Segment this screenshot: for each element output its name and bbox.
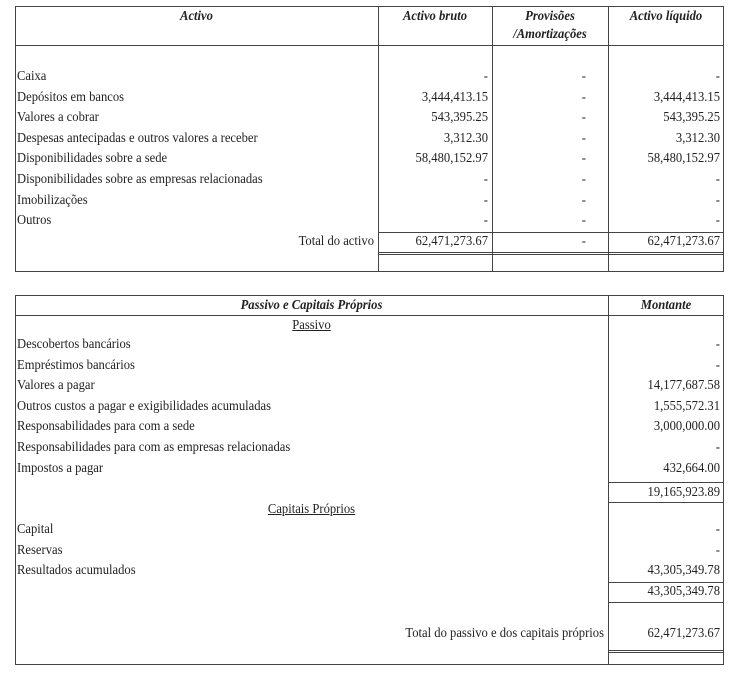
capitais-row-value: 43,305,349.78 [647, 563, 720, 579]
passivo-row-value: 1,555,572.31 [653, 398, 720, 414]
double-underline [378, 252, 724, 255]
passivo-row-value: - [715, 337, 720, 352]
asset-row-bruto: 3,312.30 [443, 130, 488, 146]
asset-row-liquido: - [715, 192, 720, 208]
section-capitais-proprios: Capitais Próprios [267, 502, 356, 517]
passivo-row-value: 432,664.00 [663, 460, 720, 476]
asset-row-label: Disponibilidades sobre as empresas relacionadas [17, 172, 263, 187]
total-passivo-value: 62,471,273.67 [647, 626, 720, 641]
asset-row-liquido: - [715, 172, 720, 187]
asset-row-bruto: - [483, 192, 488, 208]
passivo-row-label: Valores a pagar [17, 378, 95, 394]
passivo-row-value: 14,177,687.58 [647, 378, 720, 394]
asset-row-provisoes: - [581, 192, 586, 208]
capitais-row-value: - [715, 522, 720, 537]
header-activo-bruto: Activo bruto [402, 9, 468, 24]
asset-row-bruto: - [483, 213, 488, 229]
asset-row-liquido: 543,395.25 [663, 110, 720, 126]
asset-row-provisoes: - [581, 69, 586, 84]
asset-row-bruto: 3,444,413.15 [421, 89, 488, 105]
asset-row-liquido: 3,444,413.15 [653, 89, 720, 105]
total-activo-liquido: 62,471,273.67 [647, 234, 720, 249]
asset-row-liquido: - [715, 213, 720, 229]
passivo-row-label: Impostos a pagar [17, 460, 104, 476]
divider [608, 602, 724, 603]
passivo-row-value: - [715, 357, 720, 373]
header-activo: Activo [180, 9, 213, 24]
passivo-row-label: Empréstimos bancários [17, 357, 135, 373]
total-provisoes: - [581, 234, 586, 249]
asset-row-liquido: 58,480,152.97 [647, 151, 720, 167]
asset-row-bruto: - [483, 69, 488, 84]
capitais-subtotal: 43,305,349.78 [647, 584, 720, 599]
passivo-row-label: Responsabilidades para com as empresas relacionadas [17, 440, 291, 455]
total-activo-bruto: 62,471,273.67 [415, 234, 488, 249]
divider [15, 315, 724, 316]
header-activo-liquido: Activo líquido [629, 9, 703, 24]
divider [15, 45, 724, 46]
asset-row-provisoes: - [581, 213, 586, 229]
capitais-row-label: Reservas [17, 542, 63, 558]
total-passivo-label: Total do passivo e dos capitais próprios [405, 626, 604, 641]
capitais-row-value: - [715, 542, 720, 558]
asset-row-label: Caixa [17, 69, 47, 84]
asset-row-label: Despesas antecipadas e outros valores a receber [17, 130, 258, 146]
header-provisoes: Provisões [525, 9, 575, 24]
asset-row-provisoes: - [581, 151, 586, 167]
section-passivo: Passivo [292, 318, 331, 333]
asset-row-liquido: 3,312.30 [675, 130, 720, 146]
header-amortizacoes: /Amortizações [513, 27, 587, 42]
asset-row-bruto: - [483, 172, 488, 187]
double-underline [608, 650, 724, 653]
divider [608, 582, 724, 583]
asset-row-bruto: 58,480,152.97 [415, 151, 488, 167]
asset-row-liquido: - [715, 69, 720, 84]
passivo-row-label: Outros custos a pagar e exigibilidades acumuladas [17, 398, 272, 414]
passivo-row-value: 3,000,000.00 [653, 419, 720, 435]
asset-row-provisoes: - [581, 130, 586, 146]
capitais-row-label: Resultados acumulados [17, 563, 136, 579]
divider [378, 232, 724, 233]
asset-row-provisoes: - [581, 172, 586, 187]
asset-row-bruto: 543,395.25 [431, 110, 488, 126]
passivo-row-label: Responsabilidades para com a sede [17, 419, 195, 435]
capitais-row-label: Capital [17, 522, 54, 537]
header-montante: Montante [640, 298, 692, 313]
asset-row-label: Outros [17, 213, 52, 229]
passivo-row-label: Descobertos bancários [17, 337, 131, 352]
asset-row-provisoes: - [581, 110, 586, 126]
asset-row-label: Depósitos em bancos [17, 89, 125, 105]
divider [608, 502, 724, 503]
passivo-subtotal: 19,165,923.89 [647, 485, 720, 500]
asset-row-label: Valores a cobrar [17, 110, 99, 126]
asset-row-label: Disponibilidades sobre a sede [17, 151, 168, 167]
asset-row-provisoes: - [581, 89, 586, 105]
asset-row-label: Imobilizações [17, 192, 88, 208]
divider [608, 295, 609, 665]
divider [608, 482, 724, 483]
total-activo-label: Total do activo [298, 234, 374, 249]
header-passivo-capitais: Passivo e Capitais Próprios [240, 298, 383, 313]
passivo-row-value: - [715, 440, 720, 455]
